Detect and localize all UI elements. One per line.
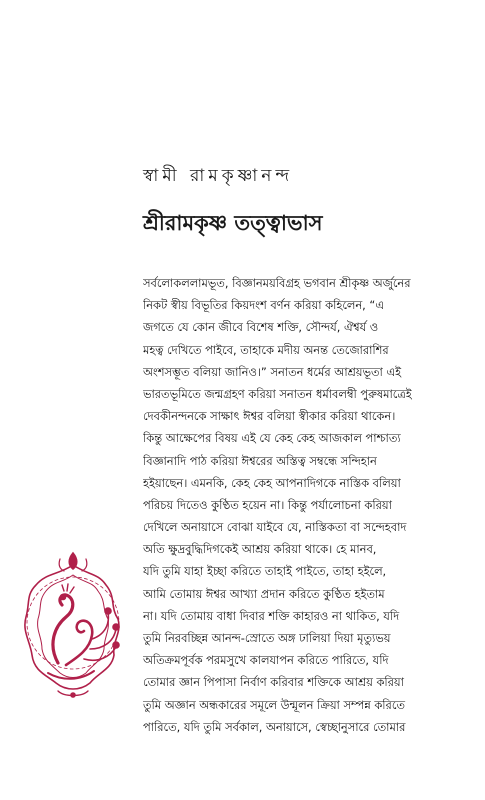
body-line: অংশসম্ভূত বলিয়া জানিও।” সনাতন ধর্মের আশ্রয়ভূতা এই — [143, 364, 402, 379]
body-line: অতি ক্ষুদ্রবুদ্ধিদিগকেই আশ্রয় করিয়া থাকে। হে মানব, — [143, 542, 377, 557]
body-line: বিজ্ঞানাদি পাঠ করিয়া ঈশ্বরের অস্তিত্ব সম্বন্ধে সন্দিহান — [143, 453, 377, 468]
body-line: তুমি অজ্ঞান অন্ধকারের সমূলে উন্মূলন ক্রিয়া সম্পন্ন করিতে — [143, 697, 405, 712]
body-line: অতিক্রমপূর্বক পরমসুখে কালযাপন করিতে পারিতে, যদি — [143, 653, 389, 668]
body-line: না। যদি তোমায় বাধা দিবার শক্তি কাহারও না থাকিত, যদি — [143, 608, 400, 623]
body-line: জগতে যে কোন জীবে বিশেষ শক্তি, সৌন্দর্য, ঐশ্বর্য ও — [143, 320, 379, 335]
body-line: পরিচয় দিতেও কুণ্ঠিত হয়েন না। কিন্তু পর্যালোচনা করিয়া — [143, 497, 392, 512]
body-line: কিন্তু আক্ষেপের বিষয় এই যে কেহ কেহ আজকাল পাশ্চাত্য — [143, 431, 401, 446]
body-line: হইয়াছেন। এমনকি, কেহ কেহ আপনাদিগকে নাস্তিক বলিয়া — [143, 475, 401, 490]
body-line: দেখিলে অনায়াসে বোঝা যাইবে যে, নাস্তিকতা বা সন্দেহবাদ — [143, 520, 407, 535]
body-line: দেবকীনন্দনকে সাক্ষাৎ ঈশ্বর বলিয়া স্বীকার করিয়া থাকেন। — [143, 409, 396, 424]
body-line: ভারতভূমিতে জন্মগ্রহণ করিয়া সনাতন ধর্মাবলম্বী পুরুষমাত্রেই — [143, 386, 412, 401]
body-line: আমি তোমায় ঈশ্বর আখ্যা প্রদান করিতে কুণ্ঠিত হইতাম — [143, 586, 385, 601]
body-text — [143, 272, 427, 738]
body-line: মহত্ব দেখিতে পাইবে, তাহাকে মদীয় অনন্ত তেজোরাশির — [143, 342, 389, 357]
author-name: স্বামী রামকৃষ্ণানন্দ — [143, 166, 294, 186]
ornament-svg — [18, 545, 128, 700]
body-line: তোমার জ্ঞান পিপাসা নির্বাণ করিবার শক্তিকে আশ্রয় করিয়া — [143, 675, 404, 690]
body-line: যদি তুমি যাহা ইচ্ছা করিতে তাহাই পাইতে, তাহা হইলে, — [143, 564, 387, 579]
peacock-ornament-icon — [18, 545, 128, 700]
body-line: পারিতে, যদি তুমি সর্বকাল, অনায়াসে, স্বেচ্ছানুসারে তোমার — [143, 719, 406, 734]
chapter-title: শ্রীরামকৃষ্ণ তত্ত্বাভাস — [143, 211, 323, 235]
body-line: সর্বলোকললামভূত, বিজ্ঞানময়বিগ্রহ ভগবান শ্রীকৃষ্ণ অর্জুনের — [143, 276, 411, 290]
body-line: নিকট স্বীয় বিভূতির কিয়দংশ বর্ণন করিয়া কহিলেন, “এ — [143, 298, 384, 313]
body-line: তুমি নিরবচ্ছিন্ন আনন্দ-স্রোতে অঙ্গ ঢালিয়া দিয়া মৃত্যুভয় — [143, 631, 391, 645]
